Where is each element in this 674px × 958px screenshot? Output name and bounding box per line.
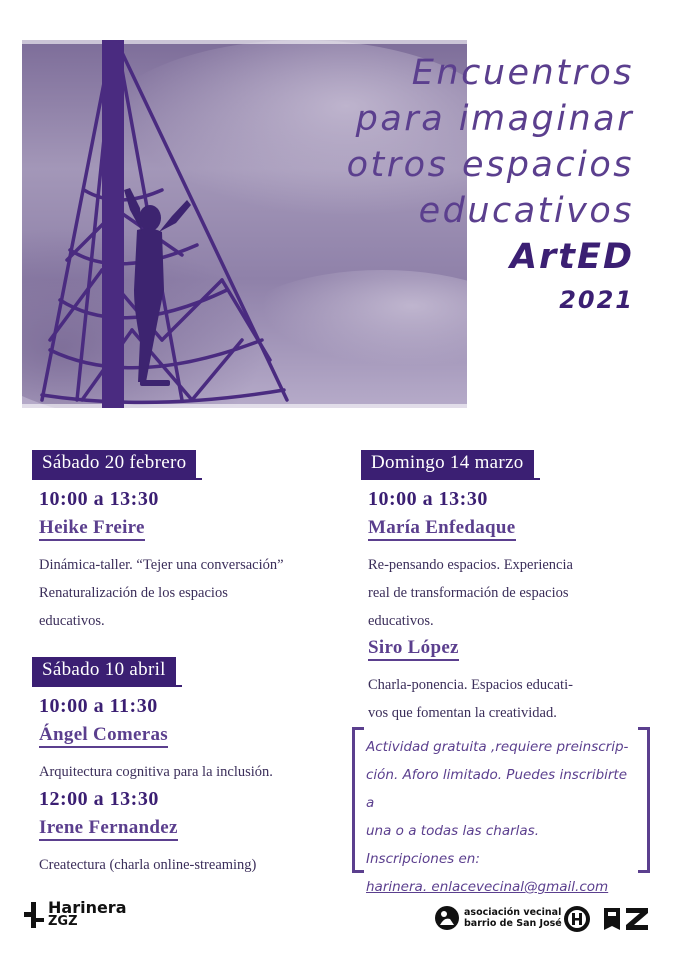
registration-email-link[interactable]: harinera. enlacevecinal@gmail.com <box>366 879 609 895</box>
session-description <box>39 851 337 879</box>
session-time: 10:00 a 11:30 <box>39 695 158 717</box>
info-line: una o a todas las charlas. <box>366 823 540 839</box>
session-time: 10:00 a 13:30 <box>39 488 159 510</box>
title-line-4: educativos <box>418 191 634 231</box>
h-shield-icon <box>563 905 591 933</box>
date-badge-10-abril: Sábado 10 abril <box>32 657 176 685</box>
speaker-name: Irene Fernandez <box>39 817 178 841</box>
bracket-right <box>638 727 650 873</box>
session-description <box>39 551 337 635</box>
asociacion-line-2: barrio de San José <box>464 918 562 929</box>
session-description <box>368 551 631 635</box>
event-title <box>347 50 634 314</box>
description-line: Renaturalización de los espacios <box>39 585 228 601</box>
description-line: Arquitectura cognitiva para la inclusión. <box>39 764 273 780</box>
session-time: 10:00 a 13:30 <box>368 488 488 510</box>
harinera-logo-icon <box>24 902 44 928</box>
speaker-name: Heike Freire <box>39 517 145 541</box>
harinera-logo <box>24 898 127 929</box>
schedule-right-column <box>361 450 631 727</box>
bracket-left <box>352 727 364 873</box>
harinera-logo-subtext: ZGZ <box>48 914 78 929</box>
footer-logos <box>0 895 674 945</box>
info-line: Actividad gratuita ,requiere preinscrip- <box>366 739 629 755</box>
date-badge-20-febrero: Sábado 20 febrero <box>32 450 196 478</box>
speaker-name: María Enfedaque <box>368 517 516 541</box>
info-line: ción. Aforo limitado. Puedes inscribirte a <box>366 767 628 811</box>
title-brand: ArtED <box>509 237 634 277</box>
description-line: real de transformación de espacios <box>368 585 569 601</box>
title-line-1: Encuentros <box>411 53 634 93</box>
asociacion-line-1: asociación vecinal <box>464 907 562 918</box>
speaker-name: Ángel Comeras <box>39 724 168 748</box>
date-badge-14-marzo: Domingo 14 marzo <box>361 450 534 478</box>
description-line: vos que fomentan la creatividad. <box>368 705 557 721</box>
description-line: educativos. <box>368 613 434 629</box>
registration-info-box <box>352 727 650 895</box>
description-line: Dinámica-taller. “Tejer una conversación” <box>39 557 284 573</box>
info-line: Inscripciones en: <box>366 851 480 867</box>
session-time: 12:00 a 13:30 <box>39 788 159 810</box>
description-line: Re-pensando espacios. Experiencia <box>368 557 573 573</box>
description-line: Createctura (charla online-streaming) <box>39 857 257 873</box>
title-line-3: otros espacios <box>346 145 634 185</box>
description-line: Charla-ponencia. Espacios educati- <box>368 677 573 693</box>
zgz-logo-icon <box>602 904 650 934</box>
asociacion-logo-icon <box>434 905 460 931</box>
title-line-2: para imaginar <box>355 99 634 139</box>
session-description <box>39 758 337 786</box>
speaker-name: Siro López <box>368 637 459 661</box>
zgz-logo <box>602 904 650 939</box>
asociacion-vecinal-logo <box>434 905 562 931</box>
h-shield-logo <box>563 905 591 938</box>
schedule-left-column <box>32 450 337 879</box>
harinera-logo-text: Harinera <box>48 898 127 917</box>
title-year: 2021 <box>559 286 634 314</box>
description-line: educativos. <box>39 613 105 629</box>
session-description <box>368 671 631 727</box>
